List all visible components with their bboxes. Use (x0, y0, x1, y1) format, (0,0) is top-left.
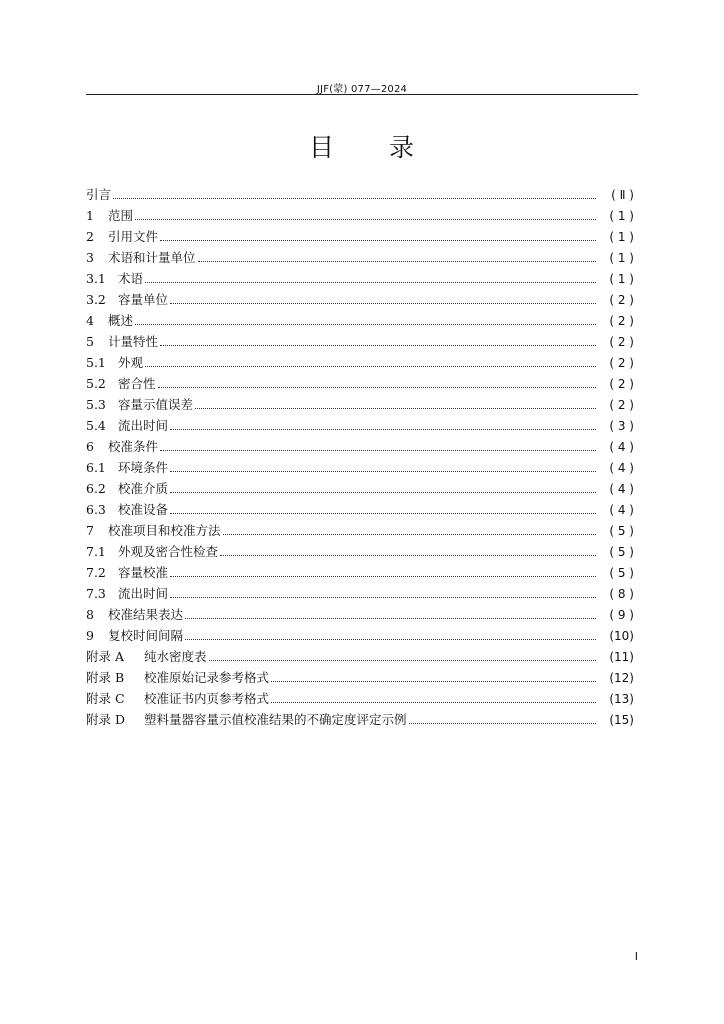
toc-entry-title: 校准项目和校准方法 (108, 523, 221, 538)
toc-entry[interactable] (86, 709, 634, 730)
toc-entry-page: ( 2 ) (609, 398, 634, 412)
toc-entry-page: ( 4 ) (609, 482, 634, 496)
toc-entry-title: 塑料量器容量示值校准结果的不确定度评定示例 (144, 712, 407, 727)
toc-entry[interactable] (86, 499, 634, 520)
standard-code: JJF(蒙) 077—2024 (316, 84, 408, 95)
toc-entry[interactable] (86, 436, 634, 457)
dot-leader (220, 547, 596, 556)
toc-entry-number: 6.1 (86, 460, 106, 475)
toc-entry[interactable] (86, 604, 634, 625)
toc-entry-number: 3.1 (86, 271, 106, 286)
toc-entry[interactable] (86, 289, 634, 310)
toc-entry-title: 校准原始记录参考格式 (144, 670, 270, 685)
toc-entry-number: 5.3 (86, 397, 106, 412)
dot-leader (195, 400, 596, 409)
toc-entry-number: 附录 A (86, 649, 125, 664)
table-of-contents (86, 184, 634, 730)
toc-entry-page: ( 4 ) (609, 461, 634, 475)
dot-leader (160, 337, 596, 346)
toc-entry[interactable] (86, 667, 634, 688)
toc-entry-page: ( 9 ) (609, 608, 634, 622)
toc-entry-number: 7.3 (86, 586, 106, 601)
toc-entry[interactable] (86, 205, 634, 226)
toc-entry-number: 附录 C (86, 691, 125, 706)
toc-entry-number: 4 (86, 313, 94, 328)
toc-entry-number: 7.2 (86, 565, 106, 580)
toc-entry[interactable] (86, 646, 634, 667)
page-title: 目 录 (309, 133, 415, 162)
toc-entry-title: 范围 (108, 208, 134, 223)
toc-entry[interactable] (86, 625, 634, 646)
toc-entry-title: 校准结果表达 (108, 607, 184, 622)
toc-entry-title: 计量特性 (108, 334, 159, 349)
dot-leader (135, 211, 596, 220)
header-rule (86, 94, 638, 95)
toc-entry-page: ( 5 ) (609, 566, 634, 580)
dot-leader (170, 568, 596, 577)
dot-leader (160, 232, 596, 241)
toc-entry-title: 校准设备 (118, 502, 169, 517)
toc-entry[interactable] (86, 541, 634, 562)
toc-entry[interactable] (86, 457, 634, 478)
toc-entry-page: (10) (609, 629, 634, 643)
toc-entry-number: 3 (86, 250, 94, 265)
toc-entry-title: 容量校准 (118, 565, 169, 580)
toc-entry-title: 校准介质 (118, 481, 169, 496)
toc-entry-number: 3.2 (86, 292, 106, 307)
toc-entry-title: 环境条件 (118, 460, 169, 475)
toc-entry[interactable] (86, 562, 634, 583)
toc-entry[interactable] (86, 583, 634, 604)
dot-leader (170, 463, 596, 472)
toc-entry-number: 5 (86, 334, 94, 349)
toc-entry-number: 附录 B (86, 670, 125, 685)
toc-entry-page: ( 5 ) (609, 524, 634, 538)
toc-entry-page: ( Ⅱ ) (611, 188, 634, 202)
toc-entry[interactable] (86, 520, 634, 541)
dot-leader (170, 505, 596, 514)
dot-leader (158, 379, 596, 388)
toc-entry[interactable] (86, 331, 634, 352)
toc-entry[interactable] (86, 373, 634, 394)
dot-leader (135, 316, 596, 325)
toc-entry-title: 纯水密度表 (144, 649, 207, 664)
page-number: Ⅰ (634, 950, 638, 963)
toc-entry-number: 9 (86, 628, 94, 643)
toc-entry[interactable] (86, 394, 634, 415)
dot-leader (170, 589, 596, 598)
toc-entry-page: ( 2 ) (609, 293, 634, 307)
dot-leader (170, 421, 596, 430)
toc-entry-number: 1 (86, 208, 94, 223)
toc-entry[interactable] (86, 184, 634, 205)
toc-entry-number: 附录 D (86, 712, 125, 727)
toc-entry-page: ( 2 ) (609, 377, 634, 391)
toc-entry-title: 引用文件 (108, 229, 159, 244)
toc-entry-page: ( 2 ) (609, 356, 634, 370)
dot-leader (185, 610, 596, 619)
dot-leader (145, 274, 596, 283)
toc-entry-title: 术语 (118, 271, 144, 286)
dot-leader (160, 442, 596, 451)
toc-entry-page: ( 8 ) (609, 587, 634, 601)
toc-entry-title: 校准证书内页参考格式 (144, 691, 270, 706)
toc-entry-page: ( 4 ) (609, 440, 634, 454)
toc-entry-title: 引言 (86, 187, 112, 202)
dot-leader (170, 484, 596, 493)
toc-entry-page: ( 2 ) (609, 314, 634, 328)
dot-leader (145, 358, 596, 367)
toc-entry-page: ( 2 ) (609, 335, 634, 349)
toc-entry-number: 5.1 (86, 355, 106, 370)
toc-entry[interactable] (86, 478, 634, 499)
toc-entry-title: 密合性 (118, 376, 156, 391)
toc-entry[interactable] (86, 352, 634, 373)
toc-entry-number: 6 (86, 439, 94, 454)
toc-entry[interactable] (86, 247, 634, 268)
toc-entry-title: 复校时间间隔 (108, 628, 184, 643)
toc-entry[interactable] (86, 268, 634, 289)
toc-entry-number: 6.2 (86, 481, 106, 496)
toc-entry-title: 外观 (118, 355, 144, 370)
toc-entry-page: ( 3 ) (609, 419, 634, 433)
toc-entry-page: ( 1 ) (609, 230, 634, 244)
toc-entry-page: ( 1 ) (609, 251, 634, 265)
dot-leader (170, 295, 596, 304)
toc-entry-page: (11) (609, 650, 634, 664)
toc-entry-page: (15) (609, 713, 634, 727)
toc-entry-title: 流出时间 (118, 418, 169, 433)
toc-entry-title: 校准条件 (108, 439, 159, 454)
toc-entry-number: 7.1 (86, 544, 106, 559)
toc-entry-number: 7 (86, 523, 94, 538)
toc-entry-page: (12) (609, 671, 634, 685)
toc-entry-title: 流出时间 (118, 586, 169, 601)
dot-leader (271, 673, 596, 682)
toc-entry-number: 5.4 (86, 418, 106, 433)
toc-entry-title: 容量示值误差 (118, 397, 194, 412)
dot-leader (113, 190, 596, 199)
dot-leader (198, 253, 596, 262)
toc-entry[interactable] (86, 226, 634, 247)
dot-leader (409, 715, 596, 724)
toc-entry-title: 术语和计量单位 (108, 250, 196, 265)
toc-entry-page: ( 1 ) (609, 272, 634, 286)
toc-entry-number: 5.2 (86, 376, 106, 391)
dot-leader (185, 631, 596, 640)
dot-leader (271, 694, 596, 703)
dot-leader (209, 652, 596, 661)
toc-entry-page: ( 5 ) (609, 545, 634, 559)
toc-entry-title: 容量单位 (118, 292, 169, 307)
toc-entry[interactable] (86, 310, 634, 331)
toc-entry[interactable] (86, 415, 634, 436)
toc-entry-number: 2 (86, 229, 94, 244)
toc-entry-number: 8 (86, 607, 94, 622)
toc-entry-page: ( 1 ) (609, 209, 634, 223)
toc-entry-page: ( 4 ) (609, 503, 634, 517)
dot-leader (223, 526, 596, 535)
toc-entry-title: 外观及密合性检查 (118, 544, 219, 559)
toc-entry-title: 概述 (108, 313, 134, 328)
toc-entry[interactable] (86, 688, 634, 709)
toc-entry-page: (13) (609, 692, 634, 706)
toc-entry-number: 6.3 (86, 502, 106, 517)
